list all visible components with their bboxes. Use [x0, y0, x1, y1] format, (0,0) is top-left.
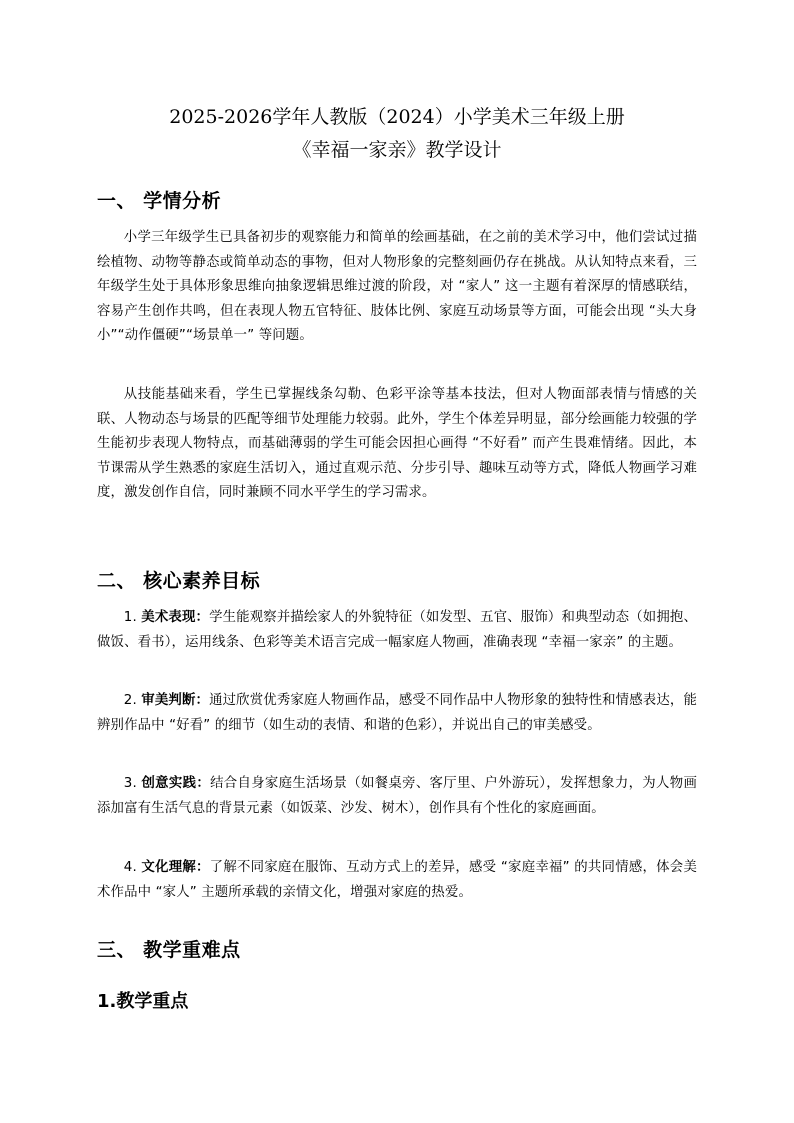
- goal-text: 了解不同家庭在服饰、互动方式上的差异，感受 “家庭幸福” 的共同情感，体会美术作品中 “家人” 主题所承载的亲情文化，增强对家庭的热爱。: [97, 860, 698, 900]
- title-line-2: 《幸福一家亲》教学设计: [292, 139, 502, 161]
- title-line-1: 2025-2026学年人教版（2024）小学美术三年级上册: [169, 106, 625, 128]
- document-title: [0, 101, 794, 167]
- goal-number: 4.: [123, 860, 137, 875]
- goal-number: 3.: [123, 776, 137, 791]
- section-heading-key-difficult-points: 三、 教学重难点: [97, 939, 241, 961]
- paragraph: 从技能基础来看，学生已掌握线条勾勒、色彩平涂等基本技法，但对人物面部表情与情感的关联、人物动态与场景的匹配等细节处理能力较弱。此外，学生个体差异明显，部分绘画能力较强的学生能初步表现人物特点，而基础薄弱的学生可能会因担心画得 “不好看” 而产生畏难情绪。因此，本节课需从学生熟悉的家庭生活切入，通过直观示范、分步引导、趣味互动等方式，降低人物画学习难度，激发创作自信，同时兼顾不同水平学生的学习需求。: [97, 387, 697, 501]
- goal-item: [97, 772, 697, 821]
- section-heading-learning-analysis: 一、 学情分析: [97, 190, 222, 212]
- goal-label: 创意实践：: [141, 776, 211, 791]
- goal-item: [97, 606, 697, 655]
- goal-text: 学生能观察并描绘家人的外貌特征（如发型、五官、服饰）和典型动态（如拥抱、做饭、看书），运用线条、色彩等美术语言完成一幅家庭人物画，准确表现 “幸福一家亲” 的主题。: [97, 610, 697, 650]
- goal-text: 结合自身家庭生活场景（如餐桌旁、客厅里、户外游玩），发挥想象力，为人物画添加富有生活气息的背景元素（如饭菜、沙发、树木），创作具有个性化的家庭画面。: [97, 776, 697, 816]
- paragraph: 小学三年级学生已具备初步的观察能力和简单的绘画基础，在之前的美术学习中，他们尝试过描绘植物、动物等静态或简单动态的事物，但对人物形象的完整刻画仍存在挑战。从认知特点来看，三年级学生处于具体形象思维向抽象逻辑思维过渡的阶段，对 “家人” 这一主题有着深厚的情感联结，容易产生创作共鸣，但在表现人物五官特征、肢体比例、家庭互动场景等方面，可能会出现 “头大身小”“动作僵硬”“场景单一” 等问题。: [97, 230, 697, 344]
- goal-label: 美术表现：: [141, 610, 210, 625]
- goal-label: 审美判断：: [141, 693, 210, 708]
- section-heading-core-goals: 二、 核心素养目标: [97, 570, 261, 592]
- goal-item: [97, 689, 697, 738]
- goal-label: 文化理解：: [141, 860, 210, 875]
- goal-text: 通过欣赏优秀家庭人物画作品，感受不同作品中人物形象的独特性和情感表达，能辨别作品中 “好看” 的细节（如生动的表情、和谐的色彩），并说出自己的审美感受。: [97, 693, 697, 733]
- goal-number: 1.: [123, 610, 137, 625]
- goal-number: 2.: [123, 693, 137, 708]
- goal-item: [97, 856, 697, 905]
- subheading-teaching-focus: 1.教学重点: [97, 991, 189, 1012]
